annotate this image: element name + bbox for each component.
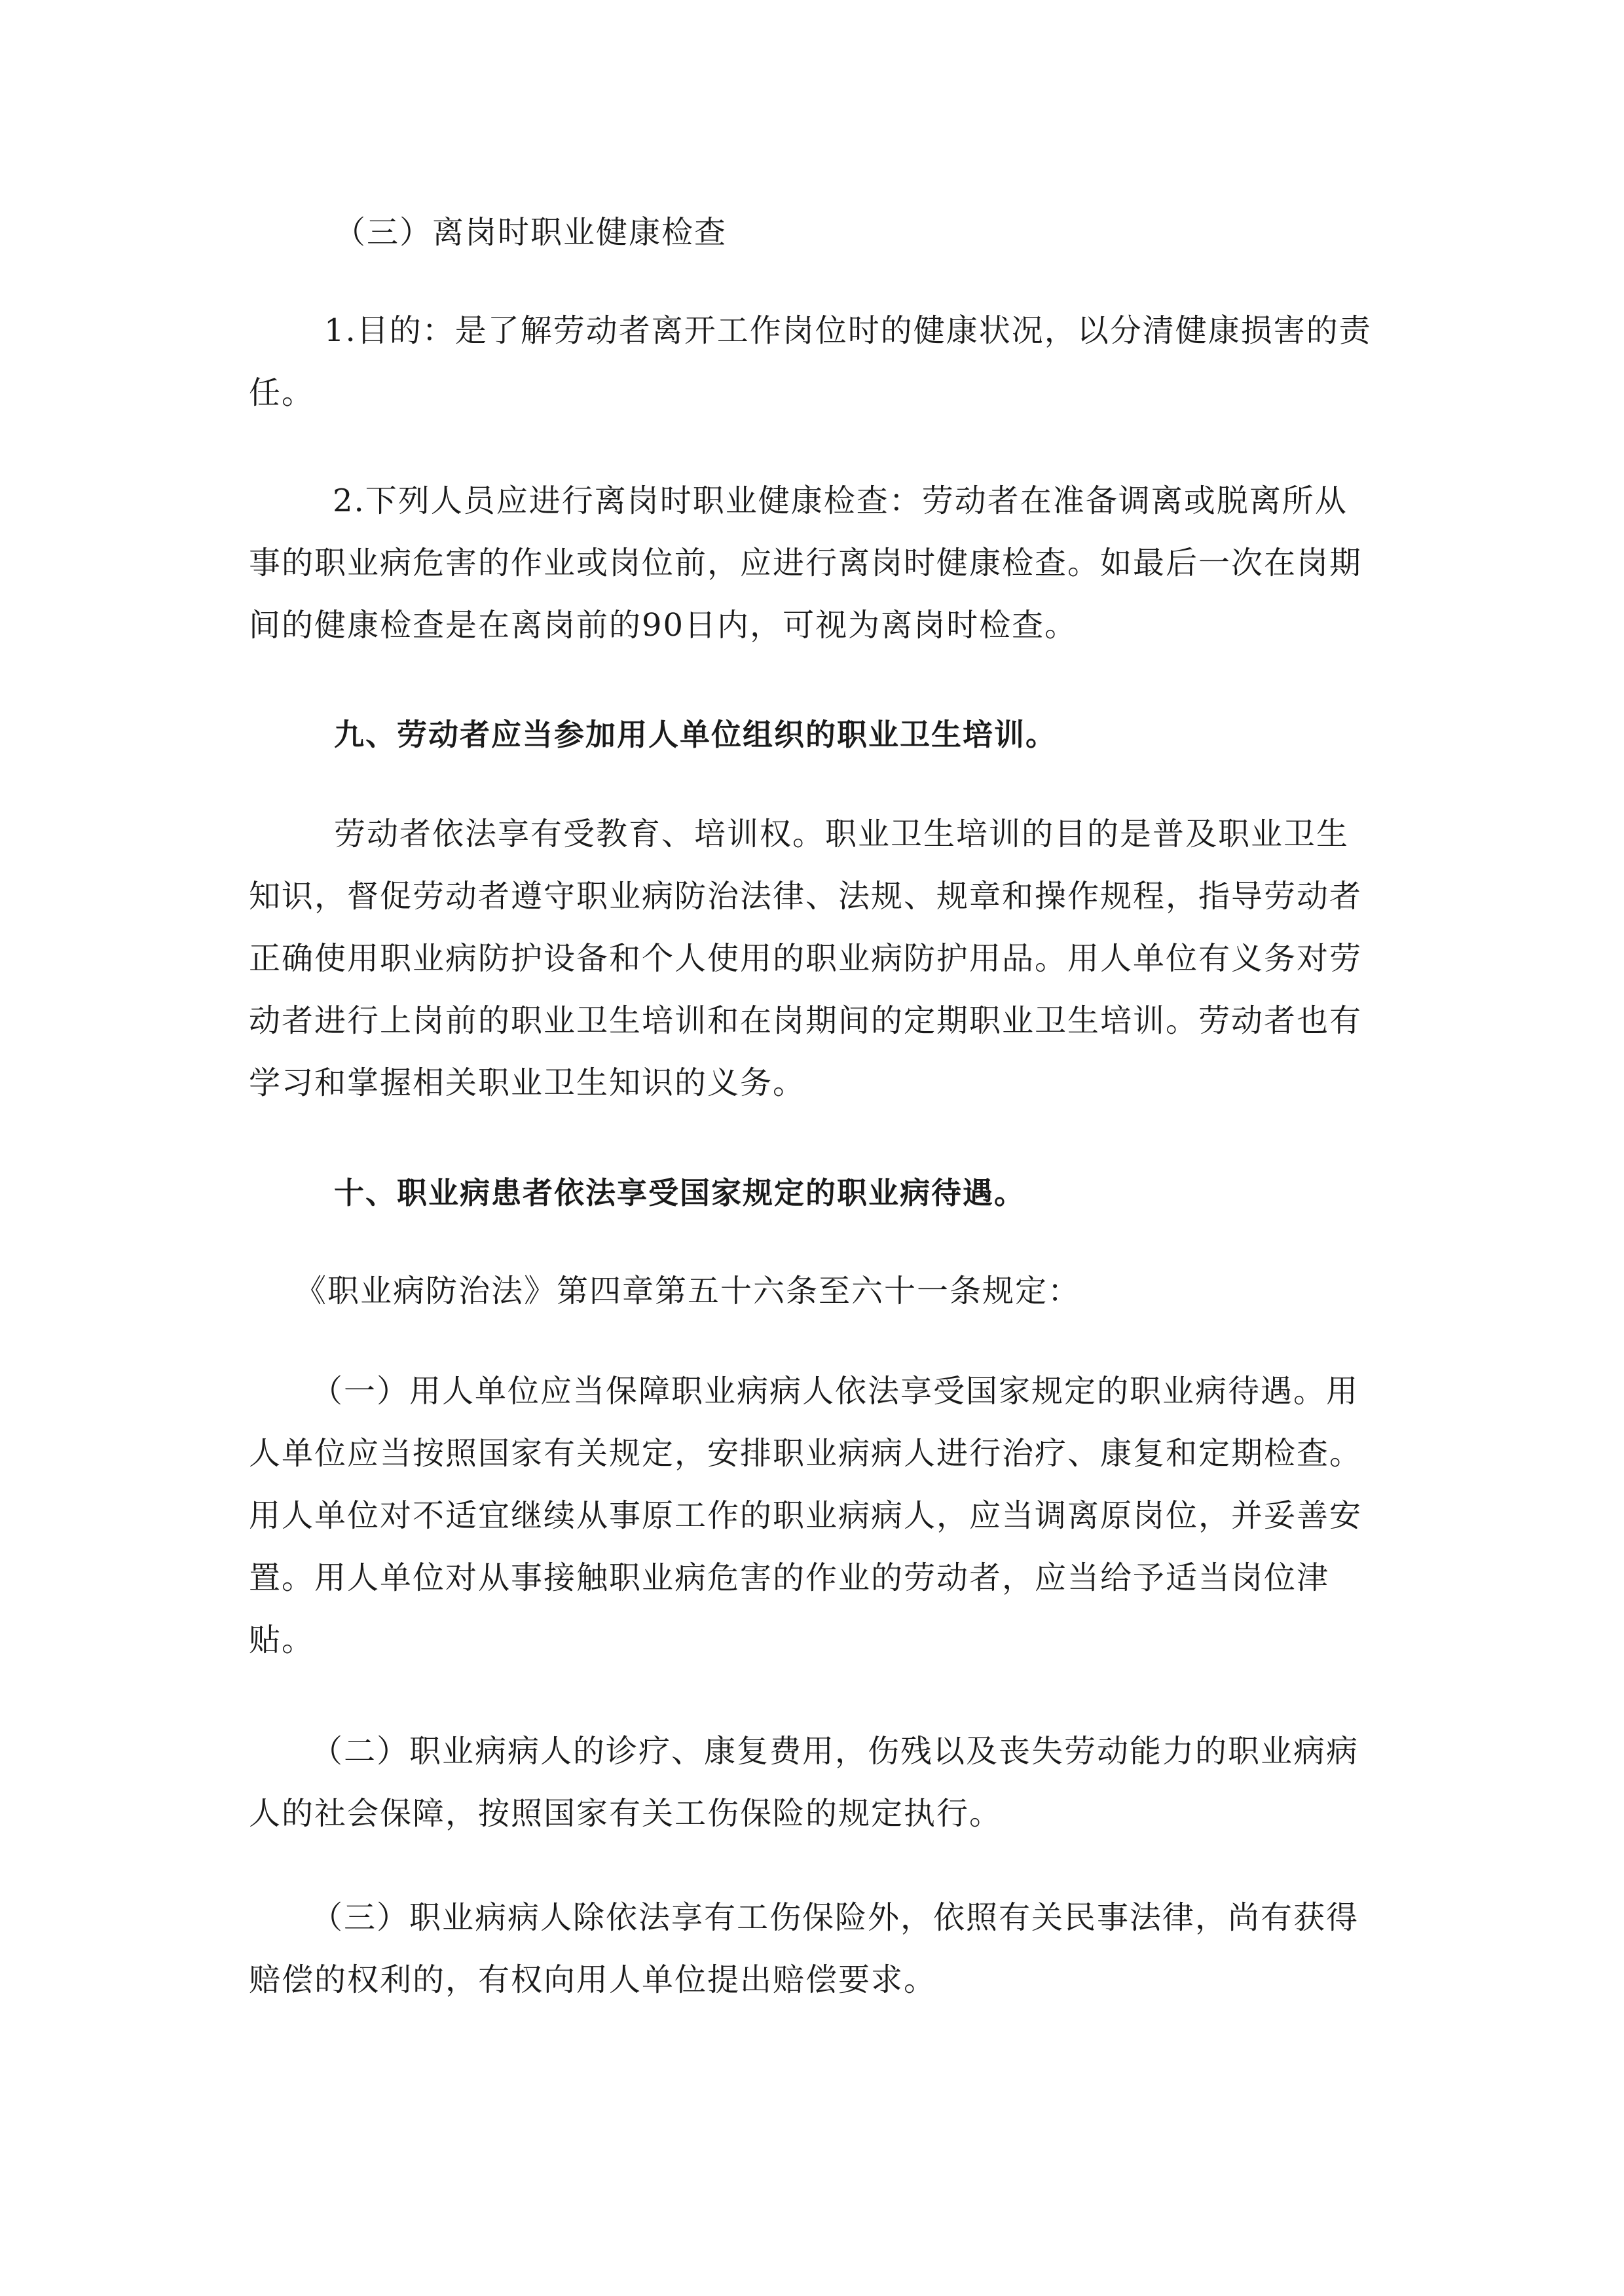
paragraph-training-rights: 劳动者依法享有受教育、培训权。职业卫生培训的目的是普及职业卫生知识，督促劳动者遵守职业病防治法律、法规、规章和操作规程，指导劳动者正确使用职业病防护设备和个人使用的职业病防护用品。用人单位有义务对劳动者进行上岗前的职业卫生培训和在岗期间的定期职业卫生培训。劳动者也有学习和掌握相关职业卫生知识的义务。: [249, 816, 1363, 1101]
heading-nine-training: 九、劳动者应当参加用人单位组织的职业卫生培训。: [334, 717, 1057, 752]
section-heading-departure-exam: （三）离岗时职业健康检查: [334, 214, 728, 251]
paragraph-item-two: （二）职业病病人的诊疗、康复费用，伤残以及丧失劳动能力的职业病病人的社会保障，按照国家有关工伤保险的规定执行。: [249, 1733, 1359, 1832]
paragraph-departure-exam-scope: 2.下列人员应进行离岗时职业健康检查：劳动者在准备调离或脱离所从事的职业病危害的作业或岗位前，应进行离岗时健康检查。如最后一次在岗期间的健康检查是在离岗前的90日内，可视为离岗时检查。: [249, 483, 1363, 644]
heading-ten-treatment: 十、职业病患者依法享受国家规定的职业病待遇。: [334, 1175, 1025, 1211]
paragraph-item-three: （三）职业病病人除依法享有工伤保险外，依照有关民事法律，尚有获得赔偿的权利的，有权向用人单位提出赔偿要求。: [249, 1899, 1359, 1998]
paragraph-law-reference: 《职业病防治法》第四章第五十六条至六十一条规定：: [295, 1273, 1081, 1309]
paragraph-item-one: （一）用人单位应当保障职业病病人依法享受国家规定的职业病待遇。用人单位应当按照国家有关规定，安排职业病病人进行治疗、康复和定期检查。用人单位对不适宜继续从事原工作的职业病病人，应当调离原岗位，并妥善安置。用人单位对从事接触职业病危害的作业的劳动者，应当给予适当岗位津贴。: [249, 1373, 1363, 1658]
paragraph-purpose: 1.目的：是了解劳动者离开工作岗位时的健康状况，以分清健康损害的责任。: [249, 312, 1372, 411]
